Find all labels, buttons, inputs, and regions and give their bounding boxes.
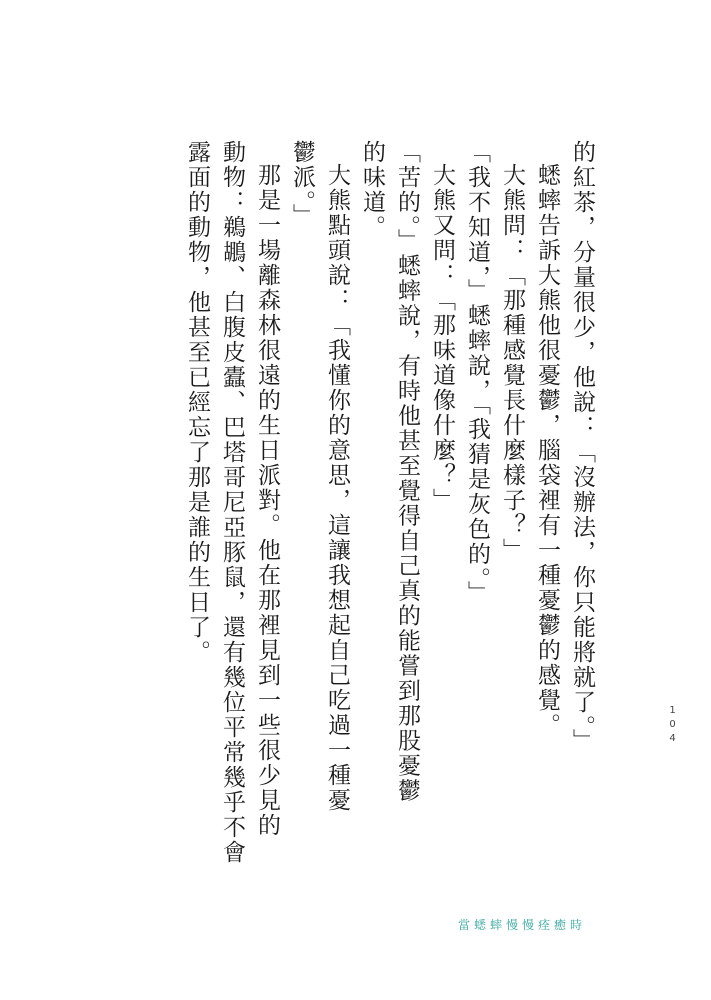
text-column: 的味道。 (359, 140, 385, 240)
text-column: 蟋蟀告訴大熊他很憂鬱，腦袋裡有一種憂鬱的感覺。 (534, 163, 560, 738)
text-column: 大熊點頭說：「我懂你的意思，這讓我想起自己吃過一種憂 (324, 163, 350, 813)
text-column: 「我不知道，」蟋蟀說，「我猜是灰色的。」 (464, 140, 490, 606)
running-title: 當蟋蟀慢慢痊癒時 (458, 918, 587, 932)
text-column: 動物：鵜鶘、白腹皮蠹、巴塔哥尼亞豚鼠，還有幾位平常幾乎不會 (219, 140, 245, 865)
text-column: 那是一場離森林很遠的生日派對。他在那裡見到一些很少見的 (254, 163, 280, 838)
text-column: 「苦的。」蟋蟀說，有時他甚至覺得自己真的能嘗到那股憂鬱 (394, 140, 420, 804)
text-column: 大熊又問：「那味道像什麼？」 (429, 163, 455, 513)
body-text (179, 140, 599, 865)
text-column: 的紅茶，分量很少，他說：「沒辦法，你只能將就了。」 (569, 140, 595, 754)
page-number: 104 (667, 705, 678, 747)
text-column: 鬱派。」 (289, 140, 315, 229)
text-column: 露面的動物，他甚至已經忘了那是誰的生日了。 (184, 140, 210, 665)
text-column: 大熊問：「那種感覺長什麼樣子？」 (499, 163, 525, 563)
